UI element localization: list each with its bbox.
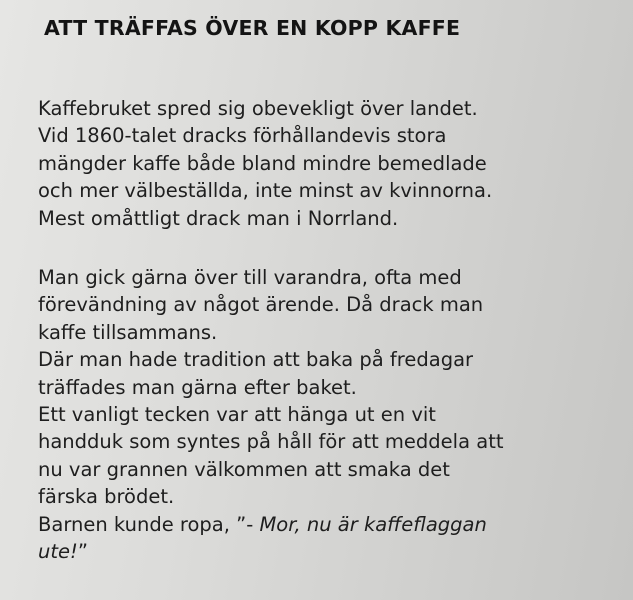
closing-line-2: [38, 538, 504, 565]
text-line: Kaffebruket spred sig obevekligt över landet.: [38, 97, 478, 120]
paragraph-1: [38, 95, 492, 232]
text-line: nu var grannen välkommen att smaka det: [38, 457, 450, 481]
text-line: Ett vanligt tecken var att hänga ut en vit: [38, 403, 436, 427]
text-line: Vid 1860-talet dracks förhållandevis stora: [38, 124, 447, 148]
closing-prefix: Barnen kunde ropa, ”-: [38, 512, 260, 536]
text-line: färska brödet.: [38, 485, 175, 509]
text-line: kaffe tillsammans.: [38, 320, 218, 344]
text-line: handduk som syntes på håll för att meddela att: [38, 430, 504, 454]
text-line: Mest omåttligt drack man i Norrland.: [38, 206, 399, 230]
quote-text: ute!: [38, 540, 78, 564]
closing-line-1: [38, 511, 504, 538]
page-title: ATT TRÄFFAS ÖVER EN KOPP KAFFE: [44, 16, 461, 40]
text-line: och mer välbeställda, inte minst av kvinnorna.: [38, 179, 493, 203]
paragraph-2: [38, 264, 504, 565]
text-line: träffades man gärna efter baket.: [38, 375, 357, 399]
text-line: förevändning av något ärende. Då drack man: [38, 293, 484, 317]
text-line: Där man hade tradition att baka på fredagar: [38, 348, 474, 372]
text-line: Man gick gärna över till varandra, ofta med: [38, 266, 462, 289]
closing-suffix: ”: [77, 540, 88, 564]
text-line: mängder kaffe både bland mindre bemedlade: [38, 151, 487, 175]
quote-text: Mor, nu är kaffeflaggan: [259, 512, 487, 536]
